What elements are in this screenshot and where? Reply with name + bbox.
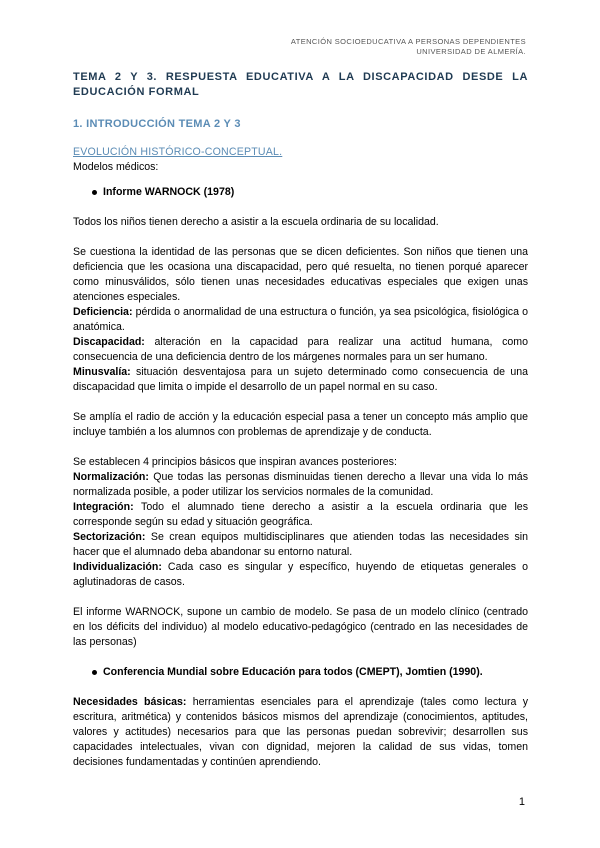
paragraph-rights: Todos los niños tienen derecho a asistir a la escuela ordinaria de su localidad.	[73, 216, 439, 228]
running-header	[126, 37, 526, 57]
bullet-warnock: Informe WARNOCK (1978)	[73, 185, 528, 200]
principle-term: Sectorización:	[73, 531, 146, 543]
principle-text: Que todas las personas disminuidas tienen derecho a llevar una vida lo más normalizada posible, a poder utilizar los servicios normales de la comunidad.	[73, 471, 528, 498]
principle-term: Integración:	[73, 501, 134, 513]
paragraph-scope: Se amplía el radio de acción y la educación especial pasa a tener un concepto más amplio que incluye también a los alumnos con problemas de aprendizaje y de conducta.	[73, 411, 528, 438]
page-number: 1	[518, 796, 525, 808]
principle-term: Normalización:	[73, 471, 149, 483]
definition-term: Discapacidad:	[73, 336, 145, 348]
principle-term: Individualización:	[73, 561, 162, 573]
definition-discapacidad	[73, 335, 528, 365]
definition-term: Minusvalía:	[73, 366, 131, 378]
header-university: UNIVERSIDAD DE ALMERÍA.	[416, 47, 526, 56]
principle-normalizacion	[73, 470, 528, 500]
principles-intro: Se establecen 4 principios básicos que inspiran avances posteriores:	[73, 456, 397, 468]
definition-text: alteración en la capacidad para realizar una actitud humana, como consecuencia de una deficiencia dentro de los márgenes normales para un ser humano.	[73, 336, 528, 363]
principle-text: Todo el alumnado tiene derecho a asistir a la escuela ordinaria que les corresponde según su edad y situación geográfica.	[73, 501, 528, 528]
subheading-evolution: EVOLUCIÓN HISTÓRICO-CONCEPTUAL.	[73, 146, 283, 158]
paragraph-model-change: El informe WARNOCK, supone un cambio de modelo. Se pasa de un modelo clínico (centrado en los déficits del individuo) al modelo educativo-pedagógico (centrado en las necesidades de las personas)	[73, 606, 528, 648]
definition-text: situación desventajosa para un sujeto determinado como consecuencia de una discapacidad que limita o impide el desarrollo de un papel normal en su caso.	[73, 366, 528, 393]
definition-term: Deficiencia:	[73, 306, 133, 318]
header-course: ATENCIÓN SOCIOEDUCATIVA A PERSONAS DEPENDIENTES	[290, 37, 526, 46]
principle-text: Cada caso es singular y específico, huyendo de etiquetas generales o aglutinadoras de casos.	[73, 561, 528, 588]
definition-text: pérdida o anormalidad de una estructura o función, ya sea psicológica, fisiológica o anatómica.	[73, 306, 528, 333]
principle-sectorizacion	[73, 530, 528, 560]
principle-integracion	[73, 500, 528, 530]
models-label: Modelos médicos:	[73, 161, 159, 173]
definition-deficiencia	[73, 305, 528, 335]
bullet-cmept: Conferencia Mundial sobre Educación para todos (CMEPT), Jomtien (1990).	[73, 665, 528, 680]
section-heading: 1. INTRODUCCIÓN TEMA 2 Y 3	[73, 118, 241, 130]
document-title: TEMA 2 Y 3. RESPUESTA EDUCATIVA A LA DISCAPACIDAD DESDE LA EDUCACIÓN FORMAL	[73, 71, 528, 98]
principle-text: Se crean equipos multidisciplinares que atienden todas las necesidades sin hacer que el alumnado deba abandonar su entorno natural.	[73, 531, 528, 558]
paragraph-identity: Se cuestiona la identidad de las personas que se dicen deficientes. Son niños que tienen una deficiencia que les ocasiona una discapacidad, pero qué resuelta, no tienen porqué aparecer como minusválidos, sólo tienen unas necesidades educativas especiales que exigen unas atenciones especiales.	[73, 246, 528, 303]
definition-minusvalia	[73, 365, 528, 395]
paragraph-basic-needs	[73, 695, 528, 770]
needs-term: Necesidades básicas:	[73, 696, 187, 708]
principle-individualizacion	[73, 560, 528, 590]
needs-text: herramientas esenciales para el aprendizaje (tales como lectura y escritura, aritmética) y contenidos básicos mismos del aprendizaje (conocimientos, aptitudes, valores y actitudes) necesarios para que las personas puedan sobrevivir; desarrollen sus capacidades intelectuales, vivan con dignidad, mejoren la calidad de sus vidas, tomen decisiones fundamentadas y continúen aprendiendo.	[73, 696, 529, 768]
page-body	[73, 70, 528, 770]
